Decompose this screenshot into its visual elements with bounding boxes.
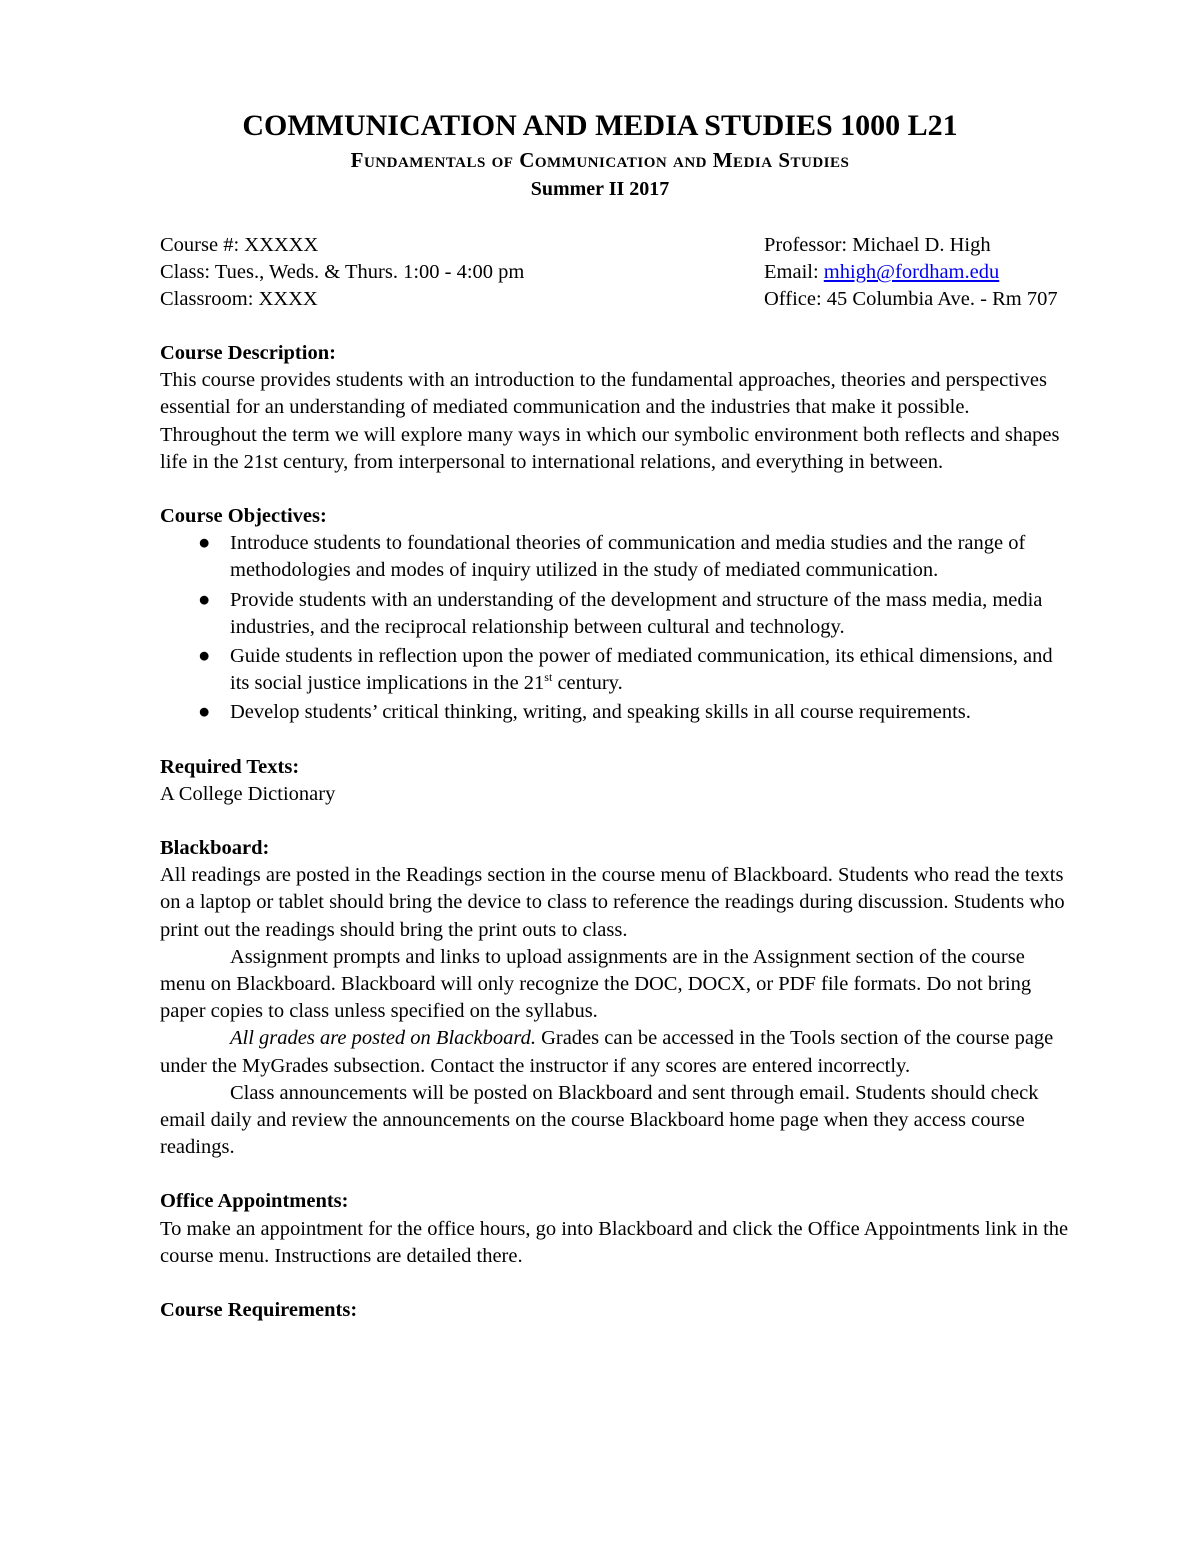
course-description-text: This course provides students with an introduction to the fundamental approaches, theories and perspectives essential for an understanding of mediated communication and the industries that make it possible. Throughout the term we will explore many ways in which our symbolic environment both reflects and shapes life in the 21st century, from interpersonal to international relations, and everything in between.: [160, 369, 1060, 473]
superscript-st: st: [544, 670, 553, 685]
required-texts-section: [160, 754, 1070, 808]
objectives-list: [160, 530, 1070, 726]
bullet-icon: ●: [198, 645, 211, 668]
list-item: [160, 530, 1070, 584]
course-description-section: [160, 340, 1070, 476]
objective-text: Guide students in reflection upon the power of mediated communication, its ethical dimensions, and its social justice implications in the 21: [230, 645, 1053, 695]
section-heading: Required Texts:: [160, 755, 300, 778]
office-appointments-text: To make an appointment for the office hours, go into Blackboard and click the Office Appointments link in the course menu. Instructions are detailed there.: [160, 1217, 1069, 1267]
email-label: Email:: [764, 261, 824, 283]
office-appointments-section: [160, 1188, 1070, 1270]
objective-text: Provide students with an understanding of the development and structure of the mass media, media industries, and the reciprocal relationship between cultural and technology.: [230, 588, 1043, 638]
course-info-right: [764, 232, 1058, 313]
section-heading: Course Objectives:: [160, 505, 327, 528]
list-item: [160, 643, 1070, 697]
email-line: [764, 259, 1058, 286]
blackboard-para-4: Class announcements will be posted on Blackboard and sent through email. Students should check email daily and review the announcements on the course Blackboard home page when they access course readings.: [160, 1081, 1039, 1159]
bullet-icon: ●: [198, 532, 211, 555]
required-texts-text: A College Dictionary: [160, 782, 336, 805]
list-item: [160, 587, 1070, 641]
course-info-left: [160, 232, 524, 313]
objective-text: Develop students’ critical thinking, writing, and speaking skills in all course requirements.: [230, 701, 971, 724]
list-item: [160, 699, 1070, 726]
office-location: Office: 45 Columbia Ave. - Rm 707: [764, 288, 1058, 310]
section-heading: Blackboard:: [160, 837, 270, 860]
document-title: COMMUNICATION AND MEDIA STUDIES 1000 L21: [242, 109, 958, 142]
course-objectives-section: [160, 503, 1070, 727]
section-heading: Course Description:: [160, 342, 336, 364]
blackboard-para-3: [160, 1025, 1070, 1079]
classroom: Classroom: XXXX: [160, 288, 318, 310]
objective-text-tail: century.: [552, 672, 623, 695]
course-number: Course #: XXXXX: [160, 234, 319, 256]
bullet-icon: ●: [198, 701, 211, 724]
blackboard-section: [160, 835, 1070, 1161]
blackboard-para-1: All readings are posted in the Readings section in the course menu of Blackboard. Students who read the texts on a laptop or tablet should bring the device to class to reference the readings during discussion. Students who print out the readings should bring the print outs to class.: [160, 864, 1065, 941]
professor-name: Professor: Michael D. High: [764, 234, 991, 256]
course-requirements-section: [160, 1297, 1070, 1324]
grades-text: Grades can be accessed in the Tools section of the course page under the MyGrades subsection. Contact the instructor if any scores are entered incorrectly.: [160, 1027, 1054, 1077]
email-link[interactable]: mhigh@fordham.edu: [823, 261, 1000, 283]
objective-text: Introduce students to foundational theories of communication and media studies and the range of methodologies and modes of inquiry utilized in the study of mediated communication.: [230, 532, 1026, 582]
bullet-icon: ●: [198, 588, 211, 611]
section-heading: Office Appointments:: [160, 1190, 349, 1213]
class-time: Class: Tues., Weds. & Thurs. 1:00 - 4:00 pm: [160, 261, 525, 283]
document-subtitle: Fundamentals of Communication and Media Studies: [350, 148, 850, 172]
grades-note: All grades are posted on Blackboard.: [230, 1027, 536, 1050]
section-heading: Course Requirements:: [160, 1299, 358, 1322]
blackboard-para-2: Assignment prompts and links to upload assignments are in the Assignment section of the course menu on Blackboard. Blackboard will only recognize the DOC, DOCX, or PDF file formats. Do not bring paper copies to class unless specified on the syllabus.: [160, 945, 1032, 1023]
syllabus-body: [160, 340, 1070, 1351]
term-label: Summer II 2017: [530, 178, 670, 200]
